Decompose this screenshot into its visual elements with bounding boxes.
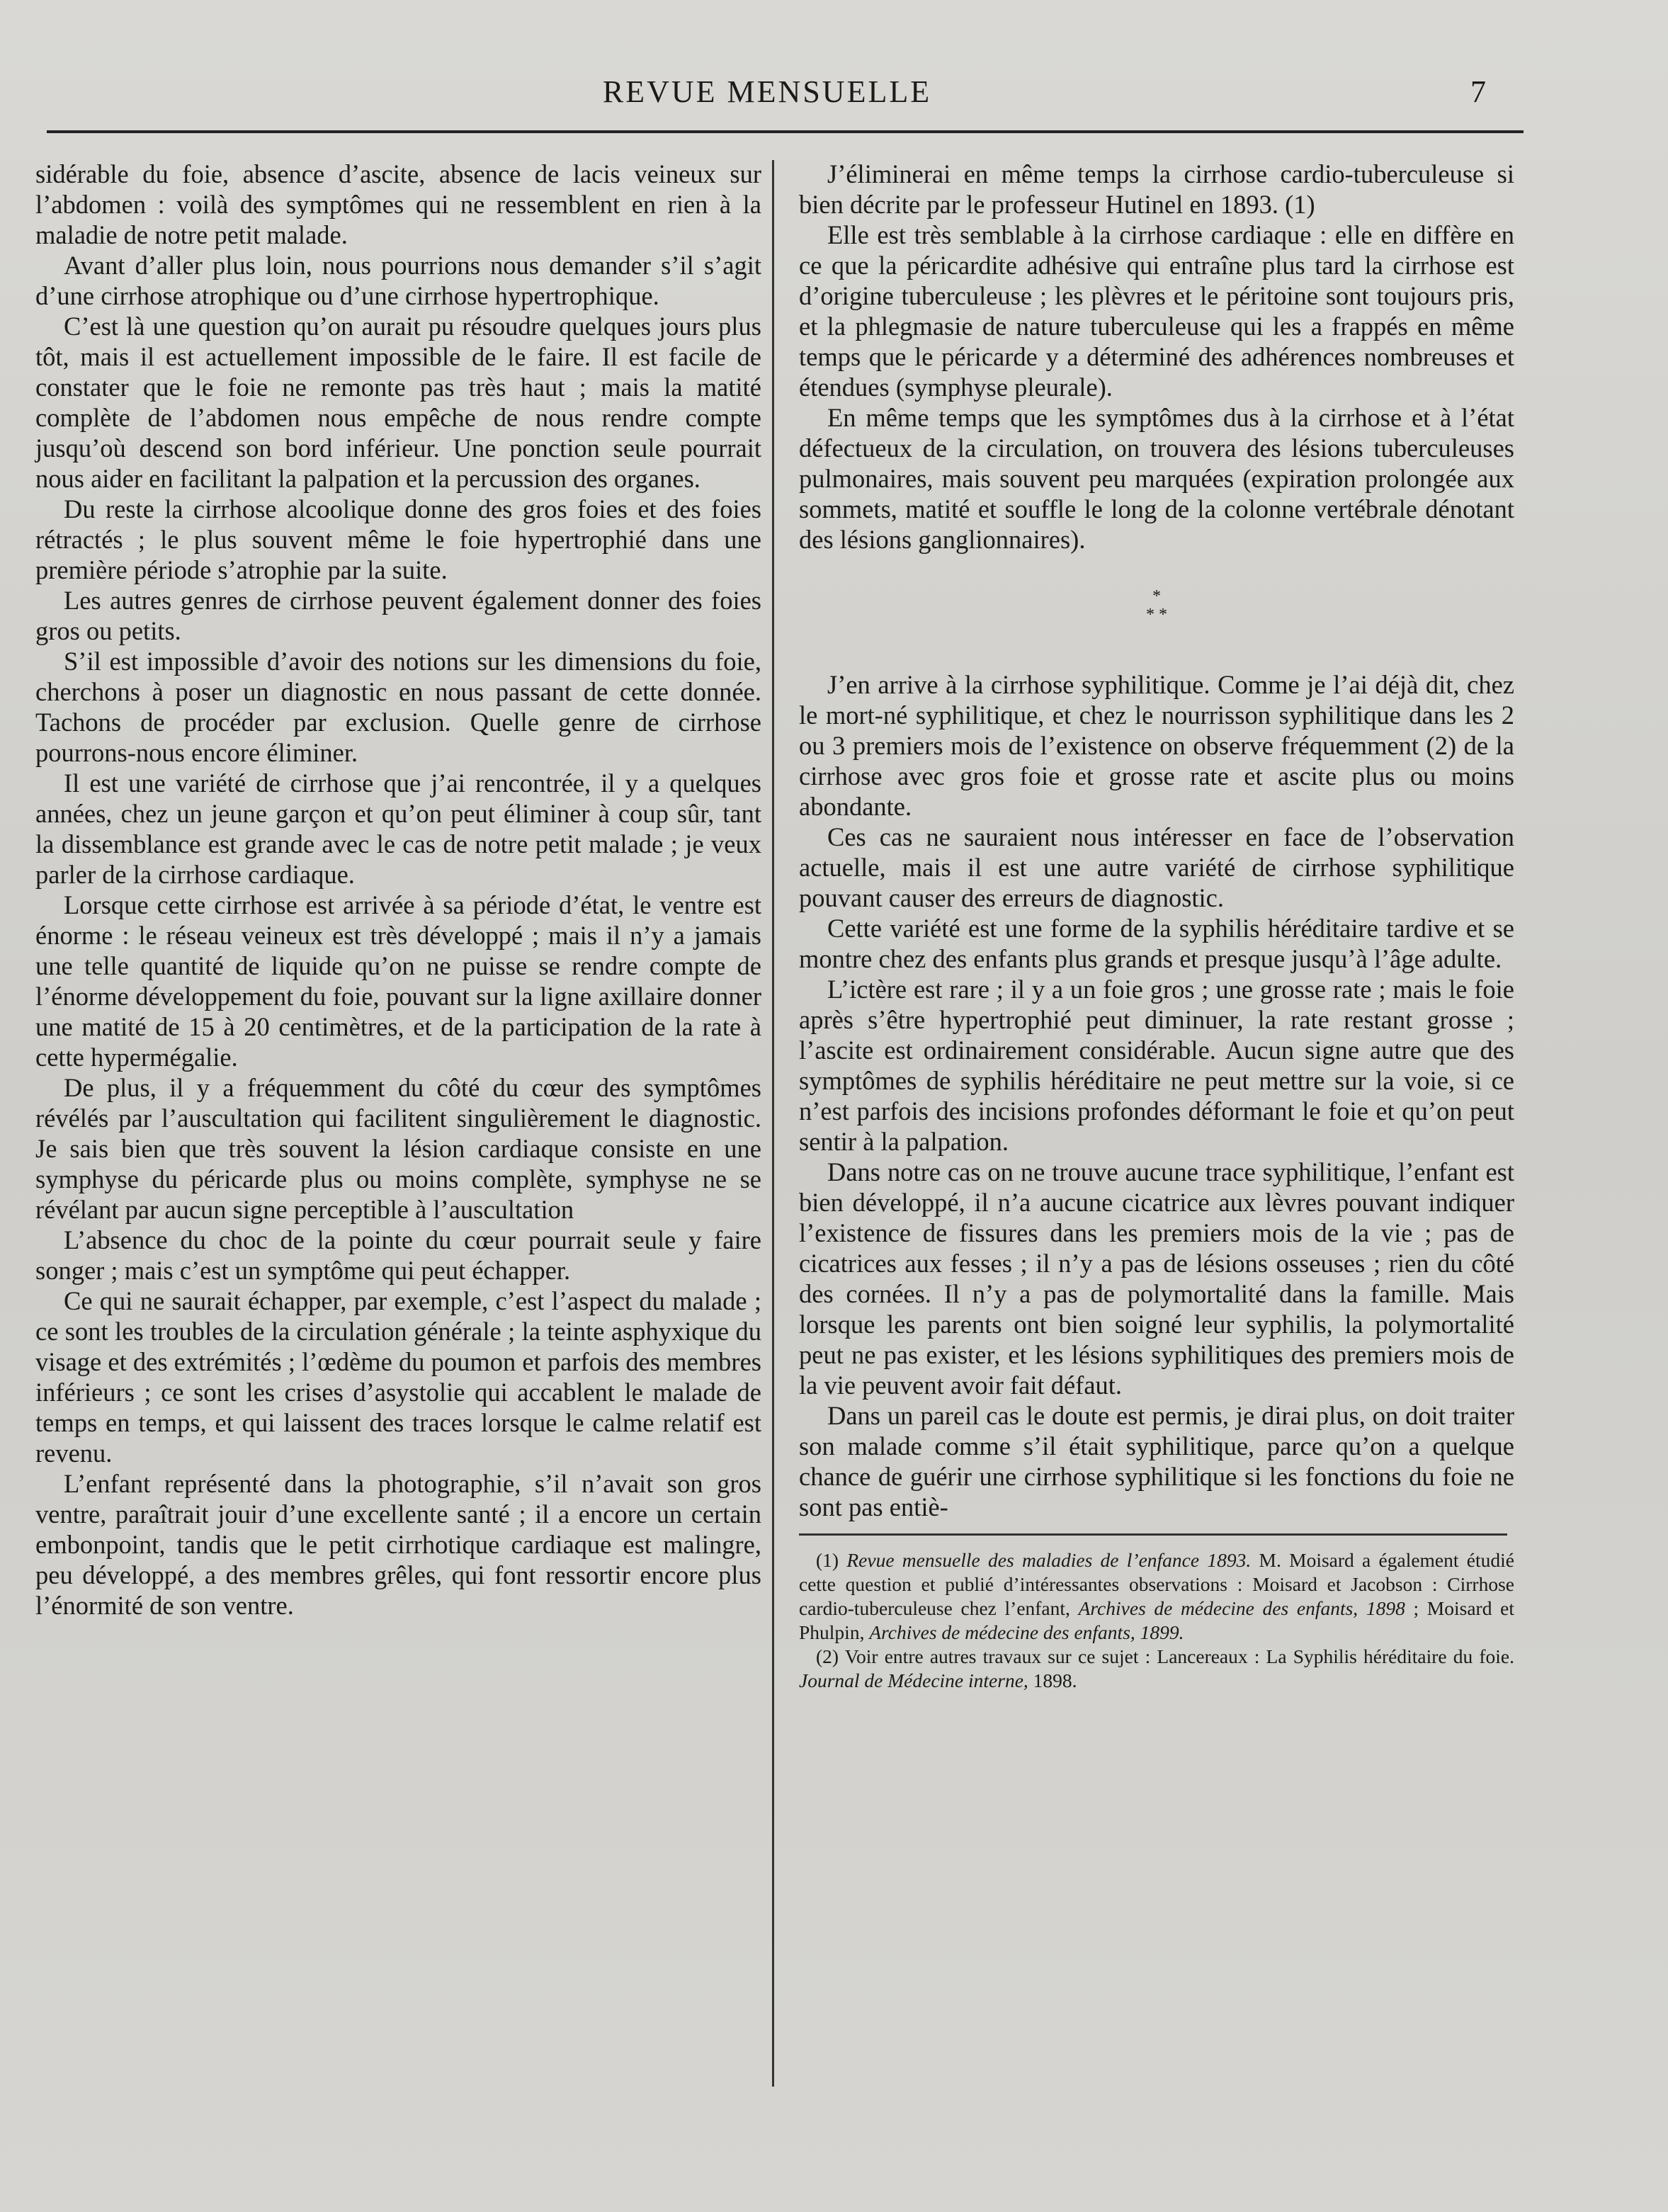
footnote-rule: [799, 1533, 1507, 1536]
page-header: [48, 74, 1486, 116]
paragraph: J’éliminerai en même temps la cirrhose cardio-tuberculeuse si bien décrite par le professeur Hutinel en 1893. (1): [799, 159, 1514, 219]
footnote-citation: Journal de Médecine interne,: [799, 1669, 1028, 1691]
paragraph: C’est là une question qu’on aurait pu résoudre quelques jours plus tôt, mais il est actuellement impossible de le faire. Il est facile de constater que le foie ne remonte pas très haut ; mais la matité complète de l’abdomen nous empêche de nous rendre compte jusqu’où descend son bord inférieur. Une ponction seule pourrait nous aider en facilitant la palpation et la percussion des organes.: [35, 312, 761, 493]
paragraph: En même temps que les symptômes dus à la cirrhose et à l’état défectueux de la circulation, on trouvera des lésions tuberculeuses pulmonaires, mais souvent peu marquées (expiration prolongée aux sommets, matité et souffle le long de la colonne vertébrale dénotant des lésions ganglionnaires).: [799, 403, 1514, 554]
footnote-marker: (2): [816, 1645, 839, 1667]
paragraph: L’absence du choc de la pointe du cœur pourrait seule y faire songer ; mais c’est un symptôme qui peut échapper.: [35, 1225, 761, 1285]
paragraph: Ces cas ne sauraient nous intéresser en face de l’observation actuelle, mais il est une autre variété de cirrhose syphilitique pouvant causer des erreurs de diagnostic.: [799, 822, 1514, 912]
footnote-text: Voir entre autres travaux sur ce sujet : Lancereaux : La Syphilis héréditaire du foie.: [839, 1645, 1514, 1667]
page-number: 7: [1470, 74, 1486, 109]
footnote-1: [799, 1548, 1514, 1645]
footnote-citation: Revue mensuelle des maladies de l’enfance 1893.: [846, 1549, 1252, 1571]
running-head: REVUE MENSUELLE: [602, 74, 932, 109]
paragraph: S’il est impossible d’avoir des notions sur les dimensions du foie, cherchons à poser un diagnostic en nous passant de cette donnée. Tachons de procéder par exclusion. Quelle genre de cirrhose pourrons-nous encore éliminer.: [35, 647, 761, 767]
paragraph: Dans un pareil cas le doute est permis, je dirai plus, on doit traiter son malade comme s’il était syphilitique, parce qu’on a quelque chance de guérir une cirrhose syphilitique si les fonctions du foie ne sont pas entiè-: [799, 1401, 1514, 1521]
header-rule: [47, 130, 1524, 133]
paragraph: L’ictère est rare ; il y a un foie gros ; une grosse rate ; mais le foie après s’être hypertrophié peut diminuer, la rate restant grosse ; l’ascite est ordinairement considérable. Aucun signe autre que des symptômes de syphilis héréditaire ne peut mettre sur la voie, si ce n’est parfois des incisions profondes déformant le foie et qu’on peut sentir à la palpation.: [799, 975, 1514, 1156]
paragraph: Lorsque cette cirrhose est arrivée à sa période d’état, le ventre est énorme : le réseau veineux est très développé ; mais il n’y a jamais une telle quantité de liquide qu’on ne puisse se rendre compte de l’énorme développement du foie, pouvant sur la ligne axillaire donner une matité de 15 à 20 centimètres, et de la participation de la rate à cette hypermégalie.: [35, 890, 761, 1072]
footnote-citation: Archives de médecine des enfants, 1899.: [869, 1621, 1184, 1643]
footnote-text: M. Moisard a également étudié cette question et publié d’intéressantes observations : Moisard et Jacobson : Cirrhose cardio-tuberculeuse chez l’enfant,: [799, 1549, 1514, 1619]
footnote-2: [799, 1645, 1514, 1693]
paragraph: Il est une variété de cirrhose que j’ai rencontrée, il y a quelques années, chez un jeune garçon et qu’on peut éliminer à coup sûr, tant la dissemblance est grande avec le cas de notre petit malade ; je veux parler de la cirrhose cardiaque.: [35, 768, 761, 889]
footnote-marker: (1): [816, 1549, 839, 1571]
paragraph: Elle est très semblable à la cirrhose cardiaque : elle en diffère en ce que la péricardite adhésive qui entraîne plus tard la cirrhose est d’origine tuberculeuse ; les plèvres et le péritoine sont toujours pris, et la phlegmasie de nature tuberculeuse qui les a frappés en même temps que le péricarde y a déterminé des adhérences nombreuses et étendues (symphyse pleurale).: [799, 220, 1514, 402]
paragraph: Dans notre cas on ne trouve aucune trace syphilitique, l’enfant est bien développé, il n’a aucune cicatrice aux lèvres pouvant indiquer l’existence de fissures dans les premiers mois de la vie ; pas de cicatrices aux fesses ; il n’y a pas de lésions osseuses ; rien du côté des cornées. Il n’y a pas de polymortalité dans la famille. Mais lorsque les parents ont bien soigné leur syphilis, la polymortalité peut ne pas exister, et les lésions syphilitiques des premiers mois de la vie peuvent avoir fait défaut.: [799, 1157, 1514, 1400]
footnote-citation: Archives de médecine des enfants, 1898: [1078, 1597, 1405, 1619]
paragraph: Du reste la cirrhose alcoolique donne des gros foies et des foies rétractés ; le plus souvent même le foie hypertrophié dans une première période s’atrophie par la suite.: [35, 494, 761, 584]
paragraph: J’en arrive à la cirrhose syphilitique. Comme je l’ai déjà dit, chez le mort-né syphilitique, et chez le nourrisson syphilitique dans les 2 ou 3 premiers mois de l’existence on observe fréquemment (2) de la cirrhose avec gros foie et grosse rate et ascite plus ou moins abondante.: [799, 670, 1514, 821]
section-break-asterism: [799, 587, 1514, 624]
footnote-text: ; Moisard et Phulpin,: [799, 1597, 1514, 1643]
paragraph: L’enfant représenté dans la photographie, s’il n’avait son gros ventre, paraîtrait jouir d’une excellente santé ; il a encore un certain embonpoint, tandis que le petit cirrhotique cardiaque est malingre, peu développé, a des membres grêles, qui font ressortir encore plus l’énormité de son ventre.: [35, 1469, 761, 1620]
asterism-top: *: [1152, 587, 1161, 606]
right-column: [799, 159, 1514, 1693]
paragraph: De plus, il y a fréquemment du côté du cœur des symptômes révélés par l’auscultation qui facilitent singulièrement le diagnostic. Je sais bien que très souvent la lésion cardiaque consiste en une symphyse du péricarde plus ou moins complète, symphyse ne se révélant par aucun signe perceptible à l’auscultation: [35, 1073, 761, 1224]
paragraph: Les autres genres de cirrhose peuvent également donner des foies gros ou petits.: [35, 586, 761, 645]
paragraph: Cette variété est une forme de la syphilis héréditaire tardive et se montre chez des enfants plus grands et presque jusqu’à l’âge adulte.: [799, 914, 1514, 973]
paragraph: Avant d’aller plus loin, nous pourrions nous demander s’il s’agit d’une cirrhose atrophique ou d’une cirrhose hypertrophique.: [35, 251, 761, 310]
asterism-bottom: * *: [1146, 606, 1167, 624]
paragraph: Ce qui ne saurait échapper, par exemple, c’est l’aspect du malade ; ce sont les troubles de la circulation générale ; la teinte asphyxique du visage et des extrémités ; l’œdème du poumon et parfois des membres inférieurs ; ce sont les crises d’asystolie qui accablent le malade de temps en temps, et qui laissent des traces lorsque le calme relatif est revenu.: [35, 1286, 761, 1468]
left-column: [35, 159, 761, 1621]
paragraph: sidérable du foie, absence d’ascite, absence de lacis veineux sur l’abdomen : voilà des symptômes qui ne ressemblent en rien à la maladie de notre petit malade.: [35, 159, 761, 249]
column-divider: [772, 160, 774, 2087]
footnotes: [799, 1548, 1514, 1693]
footnote-text: 1898.: [1028, 1669, 1077, 1691]
